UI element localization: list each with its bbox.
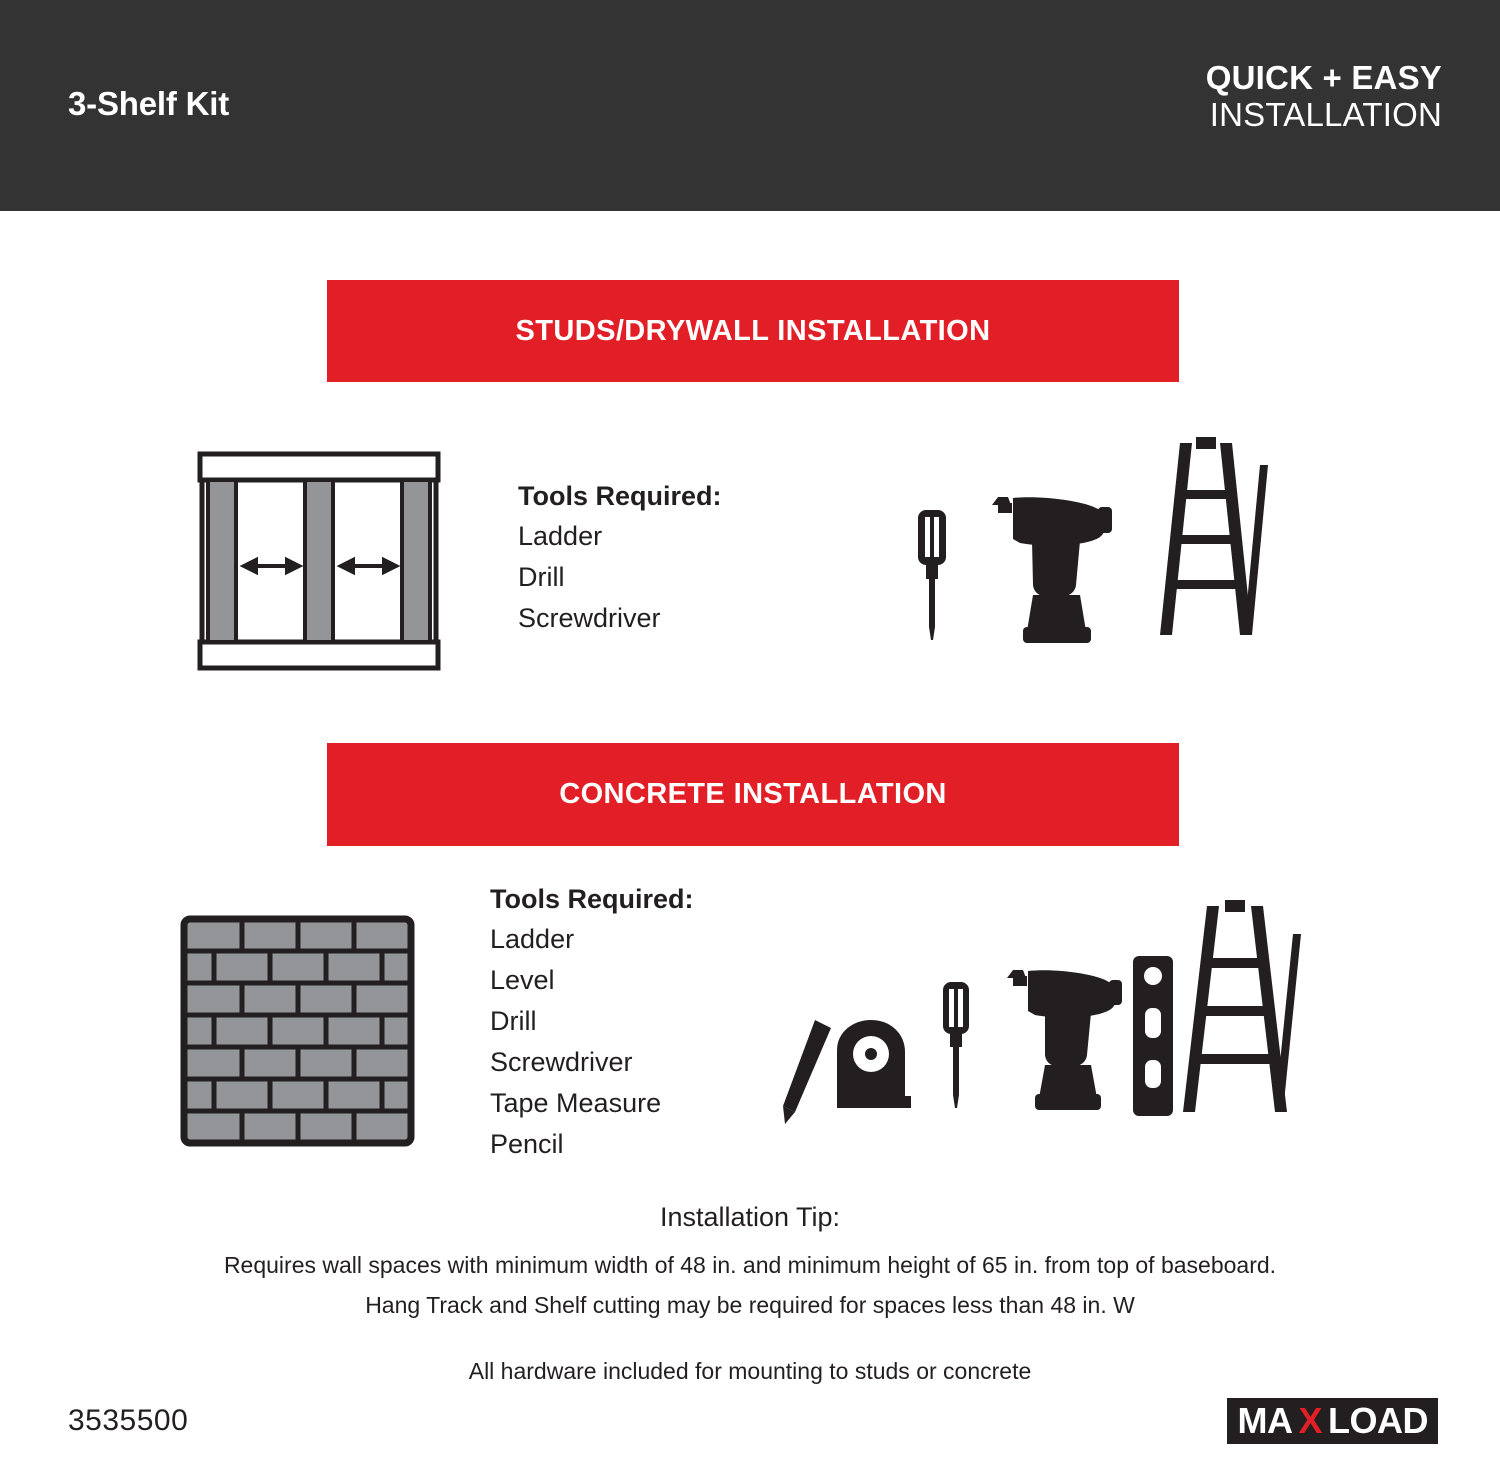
- tagline-line-1: QUICK + EASY: [1205, 59, 1442, 96]
- tools-list-studs: [518, 516, 722, 639]
- tool-item: Drill: [490, 1006, 537, 1037]
- maxload-logo: [1227, 1398, 1438, 1444]
- tape-measure-icon: [837, 1020, 911, 1108]
- hardware-included-note: All hardware included for mounting to studs or concrete: [468, 1358, 1032, 1384]
- ladder-icon: [1160, 437, 1268, 635]
- logo-text-max: MA: [1227, 1398, 1296, 1444]
- screwdriver-icon: [918, 510, 946, 640]
- sku-number: 3535500: [68, 1404, 189, 1437]
- screwdriver-icon: [943, 982, 969, 1108]
- installation-tip-title: Installation Tip:: [659, 1202, 841, 1232]
- brick-wall-diagram: [180, 915, 415, 1147]
- logo-text-x: X: [1296, 1398, 1324, 1444]
- tool-icons-studs-drywall: [880, 435, 1300, 660]
- drill-icon: [1007, 970, 1122, 1110]
- section-banner-studs-label: STUDS/DRYWALL INSTALLATION: [515, 314, 991, 347]
- section-banner-concrete: [327, 743, 1179, 846]
- tools-required-title-studs: Tools Required:: [518, 481, 722, 511]
- logo-text-load: LOAD: [1324, 1398, 1438, 1444]
- tool-item: Pencil: [490, 1129, 564, 1160]
- header-tagline: [1206, 60, 1442, 134]
- stud-wall-diagram: [194, 450, 444, 672]
- level-icon: [1133, 956, 1173, 1116]
- ladder-icon: [1183, 900, 1301, 1112]
- tool-icons-concrete: [775, 900, 1305, 1130]
- tool-item: Screwdriver: [490, 1047, 633, 1078]
- drill-icon: [992, 497, 1112, 643]
- tools-required-studs-drywall: [518, 481, 722, 639]
- page-title: 3-Shelf Kit: [68, 85, 229, 122]
- tools-list-concrete: [490, 919, 694, 1165]
- tool-item: Drill: [518, 562, 565, 593]
- tool-item: Screwdriver: [518, 603, 661, 634]
- tools-required-title-concrete: Tools Required:: [490, 884, 694, 914]
- pencil-icon: [783, 1020, 831, 1124]
- tool-item: Ladder: [518, 521, 603, 551]
- tool-item: Ladder: [490, 924, 575, 954]
- tools-required-concrete: [490, 884, 694, 1165]
- tool-item: Tape Measure: [490, 1088, 662, 1119]
- section-banner-studs-drywall: [327, 280, 1179, 382]
- tagline-line-2: INSTALLATION: [1209, 95, 1442, 133]
- installation-tip-line-1: Requires wall spaces with minimum width of 48 in. and minimum height of 65 in. from top of baseboard.: [223, 1252, 1277, 1278]
- page-header: [0, 0, 1500, 211]
- installation-tip-line-2: Hang Track and Shelf cutting may be required for spaces less than 48 in. W: [365, 1292, 1135, 1318]
- section-banner-concrete-label: CONCRETE INSTALLATION: [559, 778, 947, 810]
- tool-item: Level: [490, 965, 555, 996]
